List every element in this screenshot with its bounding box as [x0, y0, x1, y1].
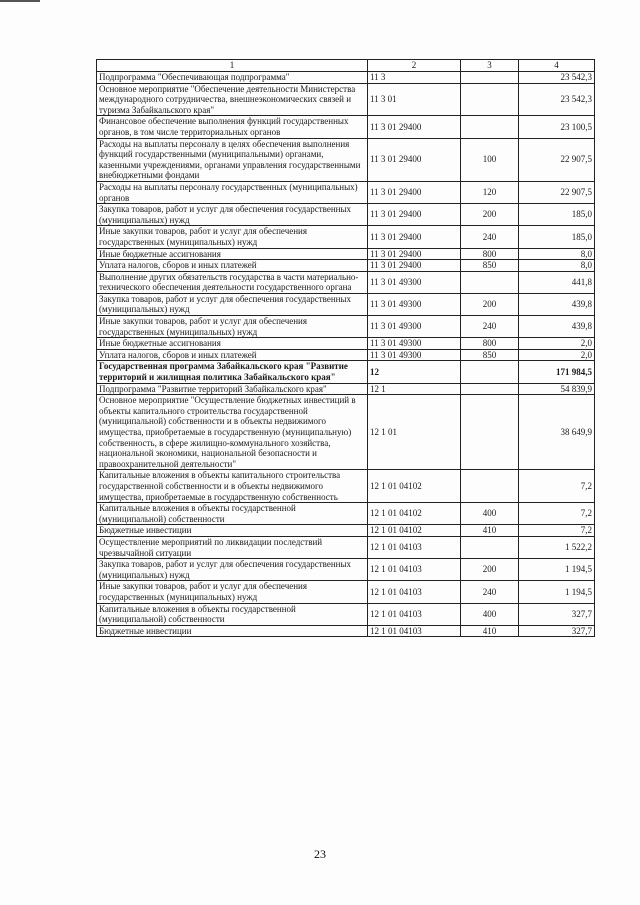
row-type-cell: [461, 271, 519, 293]
row-sum-cell: 22 907,5: [519, 138, 595, 181]
table-row: [97, 83, 595, 116]
row-sum-cell: 439,8: [519, 293, 595, 315]
table-row: [97, 625, 595, 637]
row-type-cell: 800: [461, 248, 519, 260]
column-header-3: 3: [461, 60, 519, 72]
row-code-cell: 11 3 01 29400: [368, 204, 461, 226]
row-type-cell: [461, 116, 519, 138]
row-type-cell: 240: [461, 226, 519, 248]
scan-corner-mark: [0, 0, 40, 2]
row-sum-cell: 8,0: [519, 248, 595, 260]
row-name-cell: Бюджетные инвестиции: [97, 525, 368, 537]
row-sum-cell: 23 100,5: [519, 116, 595, 138]
table-row: [97, 338, 595, 350]
table-row: [97, 293, 595, 315]
row-name-cell: Капитальные вложения в объекты государственной (муниципальной) собственности: [97, 603, 368, 625]
row-type-cell: 200: [461, 559, 519, 581]
row-sum-cell: 38 649,9: [519, 395, 595, 470]
row-name-cell: Уплата налогов, сборов и иных платежей: [97, 349, 368, 361]
row-sum-cell: 185,0: [519, 204, 595, 226]
row-type-cell: 400: [461, 603, 519, 625]
column-header-4: 4: [519, 60, 595, 72]
row-type-cell: 800: [461, 338, 519, 350]
table-row: [97, 470, 595, 503]
row-code-cell: 11 3 01 49300: [368, 349, 461, 361]
row-name-cell: Уплата налогов, сборов и иных платежей: [97, 260, 368, 272]
table-row: [97, 316, 595, 338]
row-type-cell: 200: [461, 204, 519, 226]
table-row: [97, 559, 595, 581]
row-code-cell: 11 3 01 29400: [368, 116, 461, 138]
table-row: [97, 116, 595, 138]
row-sum-cell: 1 522,2: [519, 536, 595, 558]
row-type-cell: [461, 383, 519, 395]
row-name-cell: Закупка товаров, работ и услуг для обеспечения государственных (муниципальных) нужд: [97, 293, 368, 315]
row-name-cell: Иные закупки товаров, работ и услуг для обеспечения государственных (муниципальных) нужд: [97, 581, 368, 603]
table-row: [97, 536, 595, 558]
table-row: [97, 361, 595, 383]
row-name-cell: Капитальные вложения в объекты капитального строительства государственной собственности и в объекты недвижимого имущества, приобретаемые в государственную собственность: [97, 470, 368, 503]
row-sum-cell: 171 984,5: [519, 361, 595, 383]
table-body: [97, 72, 595, 637]
row-code-cell: 12 1 01 04102: [368, 470, 461, 503]
table-header-row: [97, 60, 595, 72]
row-code-cell: 11 3 01 29400: [368, 226, 461, 248]
table-row: [97, 72, 595, 84]
table-row: [97, 204, 595, 226]
row-name-cell: Подпрограмма "Обеспечивающая подпрограмма": [97, 72, 368, 84]
page-number: 23: [314, 847, 326, 861]
row-sum-cell: 185,0: [519, 226, 595, 248]
row-name-cell: Бюджетные инвестиции: [97, 625, 368, 637]
table-row: [97, 271, 595, 293]
row-sum-cell: 441,8: [519, 271, 595, 293]
row-type-cell: [461, 395, 519, 470]
row-type-cell: 240: [461, 316, 519, 338]
row-code-cell: 11 3 01 49300: [368, 338, 461, 350]
row-name-cell: Выполнение других обязательств государства в части материально-технического обеспечения деятельности государственного органа: [97, 271, 368, 293]
row-name-cell: Иные закупки товаров, работ и услуг для обеспечения государственных (муниципальных) нужд: [97, 316, 368, 338]
table-header: [97, 60, 595, 72]
row-sum-cell: 7,2: [519, 503, 595, 525]
row-name-cell: Государственная программа Забайкальского края "Развитие территорий и жилищная политика Забайкальского края": [97, 361, 368, 383]
row-sum-cell: 23 542,3: [519, 72, 595, 84]
row-sum-cell: 2,0: [519, 349, 595, 361]
row-code-cell: 11 3 01 49300: [368, 271, 461, 293]
row-code-cell: 11 3 01 29400: [368, 138, 461, 181]
row-sum-cell: 22 907,5: [519, 181, 595, 203]
row-name-cell: Расходы на выплаты персоналу государственных (муниципальных) органов: [97, 181, 368, 203]
row-code-cell: 12 1 01 04103: [368, 603, 461, 625]
row-name-cell: Иные закупки товаров, работ и услуг для обеспечения государственных (муниципальных) нужд: [97, 226, 368, 248]
row-name-cell: Основное мероприятие "Обеспечение деятельности Министерства международного сотрудничества, внешнеэкономических связей и туризма Забайкальского края": [97, 83, 368, 116]
row-sum-cell: 439,8: [519, 316, 595, 338]
table-row: [97, 349, 595, 361]
row-type-cell: 120: [461, 181, 519, 203]
row-type-cell: [461, 72, 519, 84]
row-code-cell: 11 3 01 49300: [368, 316, 461, 338]
row-code-cell: 12 1 01 04103: [368, 559, 461, 581]
row-type-cell: [461, 536, 519, 558]
row-code-cell: 11 3 01 29400: [368, 181, 461, 203]
row-sum-cell: 7,2: [519, 470, 595, 503]
row-name-cell: Закупка товаров, работ и услуг для обеспечения государственных (муниципальных) нужд: [97, 204, 368, 226]
row-sum-cell: 1 194,5: [519, 581, 595, 603]
table-row: [97, 226, 595, 248]
row-name-cell: Подпрограмма "Развитие территорий Забайкальского края": [97, 383, 368, 395]
row-type-cell: 850: [461, 349, 519, 361]
row-code-cell: 12 1: [368, 383, 461, 395]
row-code-cell: 12 1 01 04103: [368, 581, 461, 603]
row-code-cell: 12: [368, 361, 461, 383]
row-name-cell: Расходы на выплаты персоналу в целях обеспечения выполнения функций государственными (муниципальными) органами, казенными учреждениями, органами управления государственными внебюджетными фондами: [97, 138, 368, 181]
row-type-cell: 410: [461, 625, 519, 637]
table-row: [97, 138, 595, 181]
row-sum-cell: 1 194,5: [519, 559, 595, 581]
row-type-cell: 410: [461, 525, 519, 537]
row-code-cell: 11 3 01 49300: [368, 293, 461, 315]
row-sum-cell: 8,0: [519, 260, 595, 272]
row-type-cell: 850: [461, 260, 519, 272]
row-code-cell: 12 1 01: [368, 395, 461, 470]
table-row: [97, 581, 595, 603]
row-type-cell: [461, 83, 519, 116]
row-type-cell: 400: [461, 503, 519, 525]
table-row: [97, 503, 595, 525]
row-code-cell: 11 3 01 29400: [368, 260, 461, 272]
table-row: [97, 260, 595, 272]
row-sum-cell: 2,0: [519, 338, 595, 350]
row-sum-cell: 327,7: [519, 603, 595, 625]
table-row: [97, 248, 595, 260]
row-code-cell: 11 3 01: [368, 83, 461, 116]
row-sum-cell: 7,2: [519, 525, 595, 537]
row-type-cell: 200: [461, 293, 519, 315]
row-name-cell: Закупка товаров, работ и услуг для обеспечения государственных (муниципальных) нужд: [97, 559, 368, 581]
row-code-cell: 12 1 01 04102: [368, 525, 461, 537]
row-code-cell: 12 1 01 04103: [368, 536, 461, 558]
row-code-cell: 12 1 01 04102: [368, 503, 461, 525]
row-type-cell: 100: [461, 138, 519, 181]
row-name-cell: Осуществление мероприятий по ликвидации последствий чрезвычайной ситуации: [97, 536, 368, 558]
row-name-cell: Финансовое обеспечение выполнения функций государственных органов, в том числе территориальных органов: [97, 116, 368, 138]
row-sum-cell: 54 839,9: [519, 383, 595, 395]
row-type-cell: [461, 470, 519, 503]
row-sum-cell: 327,7: [519, 625, 595, 637]
table-row: [97, 383, 595, 395]
row-type-cell: [461, 361, 519, 383]
table-row: [97, 525, 595, 537]
row-name-cell: Иные бюджетные ассигнования: [97, 248, 368, 260]
row-code-cell: 11 3: [368, 72, 461, 84]
row-name-cell: Иные бюджетные ассигнования: [97, 338, 368, 350]
column-header-2: 2: [368, 60, 461, 72]
column-header-1: 1: [97, 60, 368, 72]
row-code-cell: 11 3 01 29400: [368, 248, 461, 260]
row-code-cell: 12 1 01 04103: [368, 625, 461, 637]
table-row: [97, 395, 595, 470]
table-row: [97, 181, 595, 203]
row-sum-cell: 23 542,3: [519, 83, 595, 116]
row-type-cell: 240: [461, 581, 519, 603]
row-name-cell: Капитальные вложения в объекты государственной (муниципальной) собственности: [97, 503, 368, 525]
budget-table: [96, 59, 595, 637]
row-name-cell: Основное мероприятие "Осуществление бюджетных инвестиций в объекты капитального строительства государственной (муниципальной) собственности и в объекты недвижимого имущества, приобретаемые в государственную (муниципальную) собственность, в сфере жилищно-коммунального хозяйства, национальной экономики, национальной безопасности и правоохранительной деятельности": [97, 395, 368, 470]
table-row: [97, 603, 595, 625]
